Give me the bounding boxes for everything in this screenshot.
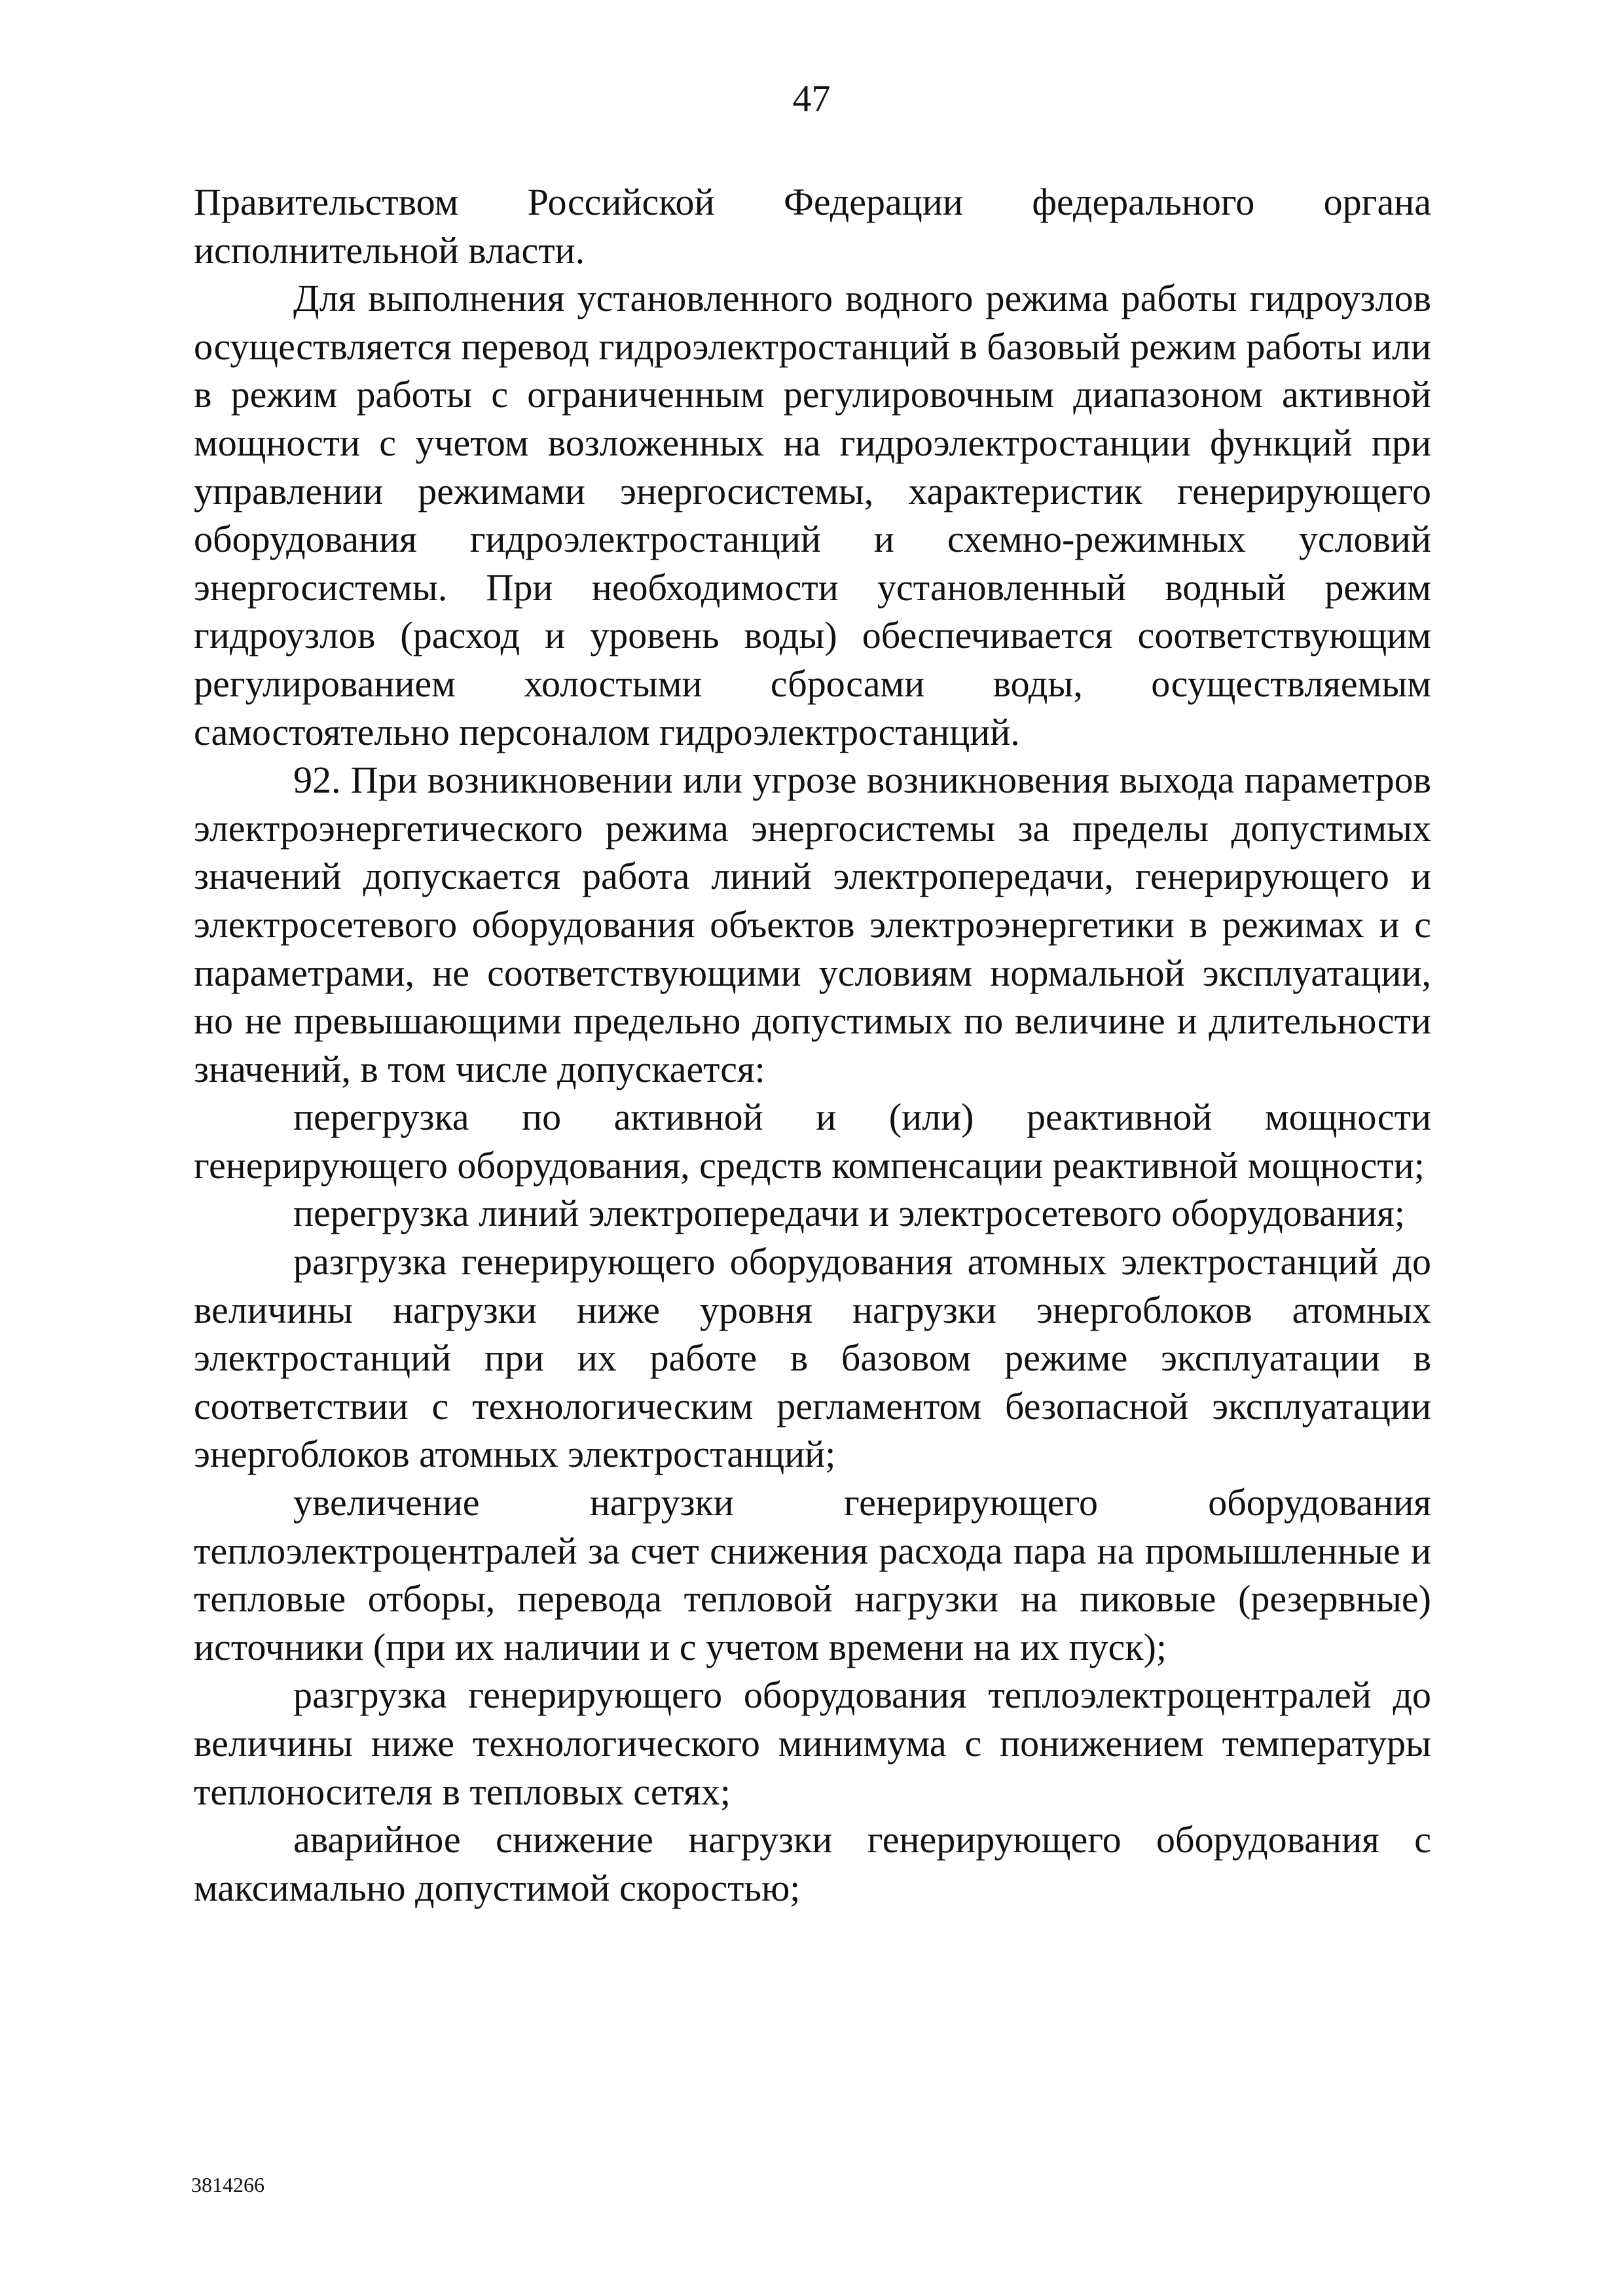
- paragraph-item-npp-unload: разгрузка генерирующего оборудования атомных электростанций до величины нагрузки ниже уровня нагрузки энергоблоков атомных электростанций при их работе в базовом режиме эксплуатации в соответствии с технологическим регламентом безопасной эксплуатации энергоблоков атомных электростанций;: [194, 1240, 1431, 1476]
- paragraph-water-regime: Для выполнения установленного водного режима работы гидроузлов осуществляется перевод гидроэлектростанций в базовый режим работы или в режим работы с ограниченным регулировочным диапазоном активной мощности с учетом возложенных на гидроэлектростанции функций при управлении режимами энергосистемы, характеристик генерирующего оборудования гидроэлектростанций и схемно-режимных условий энергосистемы. При необходимости установленный водный режим гидроузлов (расход и уровень воды) обеспечивается соответствующим регулированием холостыми сбросами воды, осуществляемым самостоятельно персоналом гидроэлектростанций.: [194, 277, 1431, 753]
- page-number: 47: [792, 77, 831, 120]
- document-body: [194, 178, 1431, 1912]
- document-code: 3814266: [191, 2173, 264, 2197]
- paragraph-item-overload-lines: перегрузка линий электропередачи и электросетевого оборудования;: [293, 1192, 1405, 1235]
- paragraph-item-overload-power: перегрузка по активной и (или) реактивной мощности генерирующего оборудования, средств компенсации реактивной мощности;: [194, 1096, 1431, 1187]
- paragraph-continuation: Правительством Российской Федерации федерального органа исполнительной власти.: [194, 181, 1431, 272]
- paragraph-item-emergency-reduction: аварийное снижение нагрузки генерирующего оборудования с максимально допустимой скоростью;: [194, 1818, 1431, 1909]
- paragraph-clause-92: 92. При возникновении или угрозе возникновения выхода параметров электроэнергетического режима энергосистемы за пределы допустимых значений допускается работа линий электропередачи, генерирующего и электросетевого оборудования объектов электроэнергетики в режимах и с параметрами, не соответствующими условиям нормальной эксплуатации, но не превышающими предельно допустимых по величине и длительности значений, в том числе допускается:: [194, 759, 1431, 1090]
- paragraph-item-chp-unload: разгрузка генерирующего оборудования теплоэлектроцентралей до величины ниже технологического минимума с понижением температуры теплоносителя в тепловых сетях;: [194, 1674, 1431, 1813]
- paragraph-item-chp-load-increase: увеличение нагрузки генерирующего оборудования теплоэлектроцентралей за счет снижения расхода пара на промышленные и тепловые отборы, перевода тепловой нагрузки на пиковые (резервные) источники (при их наличии и с учетом времени на их пуск);: [194, 1481, 1431, 1668]
